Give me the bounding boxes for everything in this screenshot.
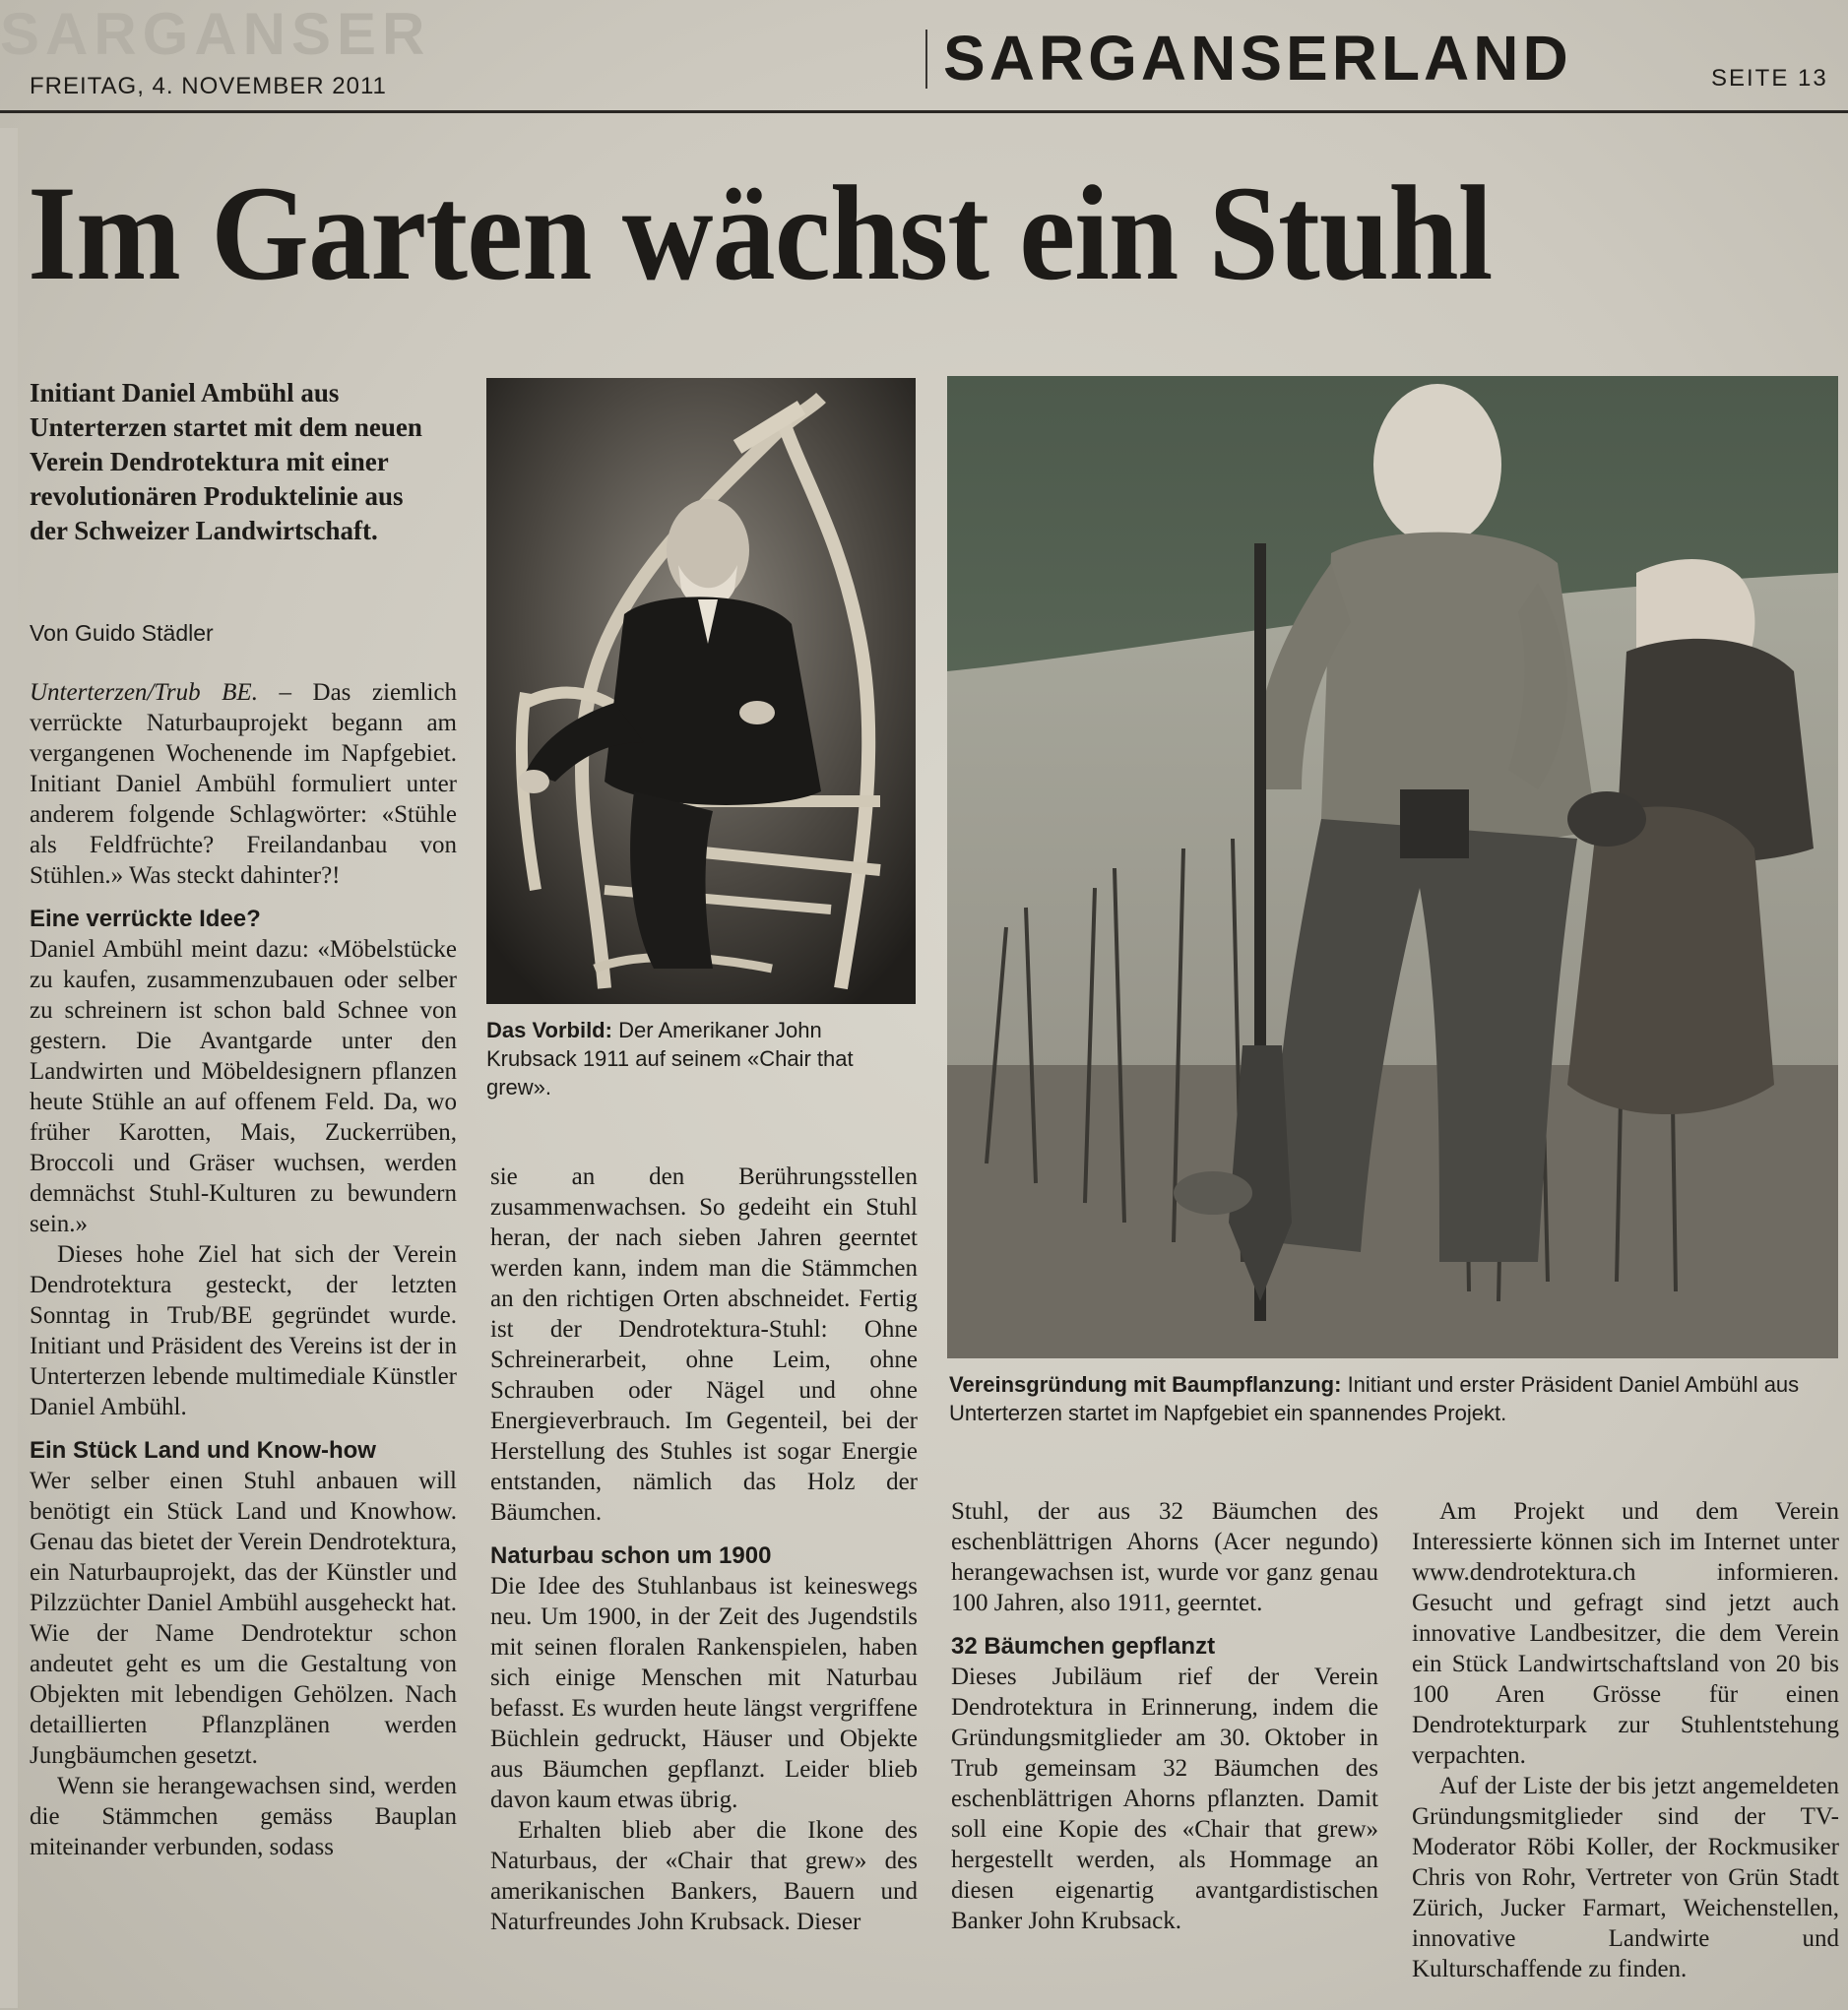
issue-date: FREITAG, 4. NOVEMBER 2011 xyxy=(30,73,387,99)
caption-label: Das Vorbild: xyxy=(486,1018,612,1042)
page-number: SEITE 13 xyxy=(1711,65,1828,92)
paragraph: Dieses hohe Ziel hat sich der Verein Dendrotektura gesteckt, der letzten Sonntag in Trub/BE gegründet wurde. Initiant und Präsident des Vereins ist der in Unterterzen lebende multimediale Künstler Daniel Ambühl. xyxy=(30,1241,457,1420)
dateline: Unterterzen/Trub BE. xyxy=(30,679,258,706)
photo-caption-1 xyxy=(486,1016,900,1101)
planting-image xyxy=(947,376,1838,1358)
subheading: Ein Stück Land und Know-how xyxy=(30,1437,376,1464)
intro-text: – Das ziemlich verrückte Naturbauprojekt begann am vergangenen Wochenende im Napfgebiet. Initiant Daniel Ambühl formuliert unter anderem folgende Schlagwörter: «Stühle als Feldfrüchte? Freilandanbau von Stühlen.» Was steckt dahinter?! xyxy=(30,679,457,889)
byline: Von Guido Städler xyxy=(30,620,214,646)
caption-text: Initiant und erster Präsident Daniel Ambühl aus Unterterzen startet im Napfgebiet ein spannendes Projekt. xyxy=(949,1372,1800,1425)
paragraph: Wenn sie herangewachsen sind, werden die Stämmchen gemäss Bauplan miteinander verbunden, sodass xyxy=(30,1773,457,1860)
paragraph: Erhalten blieb aber die Ikone des Naturbaus, der «Chair that grew» des amerikanischen Bankers, Bauern und Naturfreundes John Krubsack. Dieser xyxy=(490,1817,918,1935)
subheading: Naturbau schon um 1900 xyxy=(490,1542,772,1569)
page-edge-shadow xyxy=(0,128,18,2008)
column-1 xyxy=(30,677,457,1862)
paragraph: sie an den Berührungsstellen zusammenwachsen. So gedeiht ein Stuhl heran, der nach sieben Jahren geerntet werden kann, indem man die Stämmchen an den richtigen Orten abschneidet. Fertig ist der Dendrotektura-Stuhl: Ohne Schreinerarbeit, ohne Leim, ohne Schrauben oder Nägel und ohne Energieverbrauch. Im Gegenteil, bei der Herstellung des Stuhles ist sogar Energie entstanden, nämlich das Holz der Bäumchen. xyxy=(490,1163,918,1526)
ghost-masthead: SARGANSER xyxy=(0,1,431,67)
header-divider xyxy=(925,30,927,89)
photo-krubsack-chair xyxy=(486,378,916,1004)
paragraph: Am Projekt und dem Verein Interessierte können sich im Internet unter www.dendrotektura.ch informieren. Gesucht und gefragt sind jetzt auch innovative Landbesitzer, die dem Verein ein Stück Landwirtschaftsland von 20 bis 100 Aren Grösse für einen Dendrotekturpark zur Stuhlentstehung verpachten. xyxy=(1412,1498,1839,1769)
intro-paragraph xyxy=(30,677,457,891)
section-title: SARGANSERLAND xyxy=(943,23,1572,94)
paragraph: Die Idee des Stuhlanbaus ist keineswegs neu. Um 1900, in der Zeit des Jugendstils mit seinen floralen Rankenspielen, haben sich einige Menschen mit Naturbau befasst. Es wurden heute längst vergriffene Büchlein gedruckt, Häuser und Objekte aus Bäumchen gepflanzt. Leider blieb davon kaum etwas übrig. xyxy=(490,1573,918,1813)
paragraph: Stuhl, der aus 32 Bäumchen des eschenblättrigen Ahorns (Acer negundo) herangewachsen ist, wurde vor ganz genau 100 Jahren, also 1911, geerntet. xyxy=(951,1498,1378,1616)
photo-caption-2 xyxy=(949,1370,1816,1427)
paragraph: Auf der Liste der bis jetzt angemeldeten Gründungsmitglieder sind der TV-Moderator Röbi Koller, der Rockmusiker Chris von Rohr, Vertreter von Grün Stadt Zürich, Jucker Farmart, Weichenstellen, innovative Landwirte und Kulturschaffende zu finden. xyxy=(1412,1773,1839,1982)
column-4 xyxy=(1412,1496,1839,1984)
column-2 xyxy=(490,1162,918,1937)
headline: Im Garten wächst ein Stuhl xyxy=(28,157,1493,308)
paragraph: Dieses Jubiläum rief der Verein Dendrotektura in Erinnerung, indem die Gründungsmitglieder am 30. Oktober in Trub gemeinsam 32 Bäumchen des eschenblättrigen Ahorns pflanzten. Damit soll eine Kopie des «Chair that grew» hergestellt werden, als Hommage an diesen eigenartig avantgardistischen Banker John Krubsack. xyxy=(951,1664,1378,1934)
photo-tree-planting xyxy=(947,376,1838,1358)
paragraph: Wer selber einen Stuhl anbauen will benötigt ein Stück Land und Knowhow. Genau das bietet der Verein Dendrotektura, ein Naturbauprojekt, das der Künstler und Pilzzüchter Daniel Ambühl ausgeheckt hat. Wie der Name Dendrotektur schon andeutet geht es um die Gestaltung von Objekten mit lebendigen Gehölzen. Nach detaillierten Pflanzplänen werden Jungbäumchen gesetzt. xyxy=(30,1468,457,1769)
subheading: 32 Bäumchen gepflanzt xyxy=(951,1633,1216,1660)
portrait-image xyxy=(486,378,916,1004)
header-rule xyxy=(0,110,1848,113)
caption-text: Der Amerikaner John Krubsack 1911 auf seinem «Chair that grew». xyxy=(486,1018,854,1099)
column-3 xyxy=(951,1496,1378,1936)
paragraph: Daniel Ambühl meint dazu: «Möbelstücke zu kaufen, zusammenzubauen oder selber zu schreinern ist schon bald Schnee von gestern. Die Avantgarde unter den Landwirten und Möbeldesignern pflanzen heute Stühle an auf offenem Feld. Da, wo früher Karotten, Mais, Zuckerrüben, Broccoli und Gräser wuchsen, werden demnächst Stuhl-Kulturen zu bewundern sein.» xyxy=(30,936,457,1237)
subheading: Eine verrückte Idee? xyxy=(30,906,261,932)
caption-label: Vereinsgründung mit Baumpflanzung: xyxy=(949,1372,1342,1397)
article-lead: Initiant Daniel Ambühl aus Unterterzen startet mit dem neuen Verein Dendrotektura mit einer revolutionären Produktelinie aus der Schweizer Landwirtschaft. xyxy=(30,378,422,545)
